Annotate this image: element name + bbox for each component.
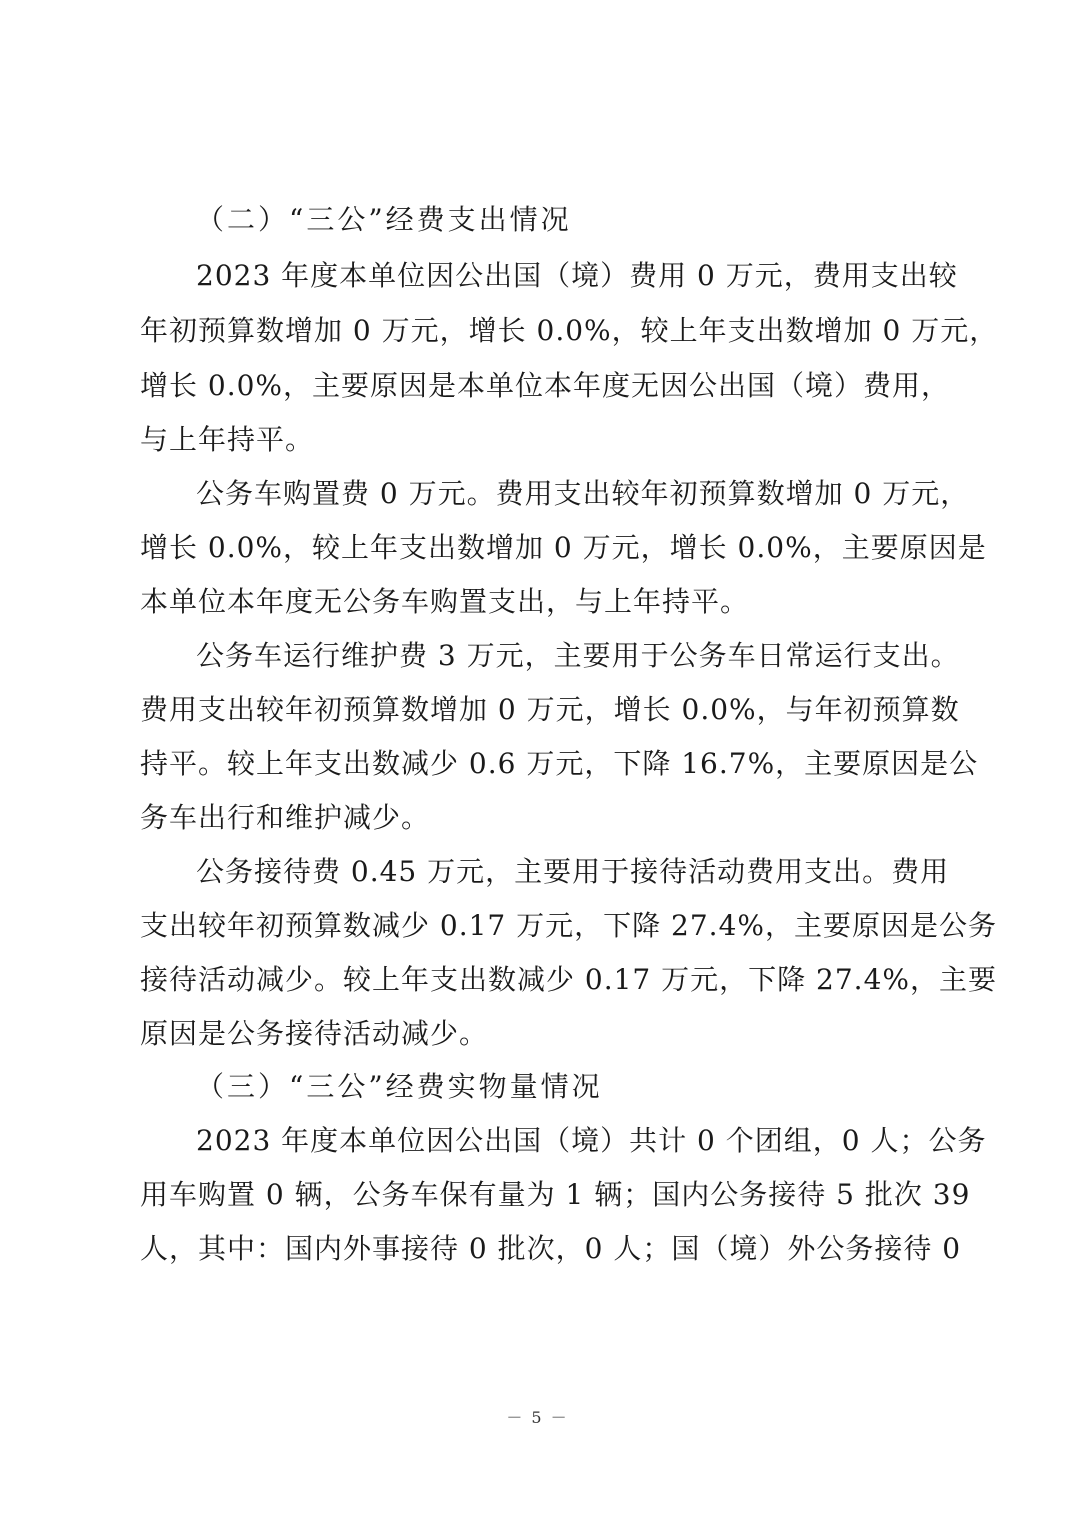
paragraph-line: 持平。较上年支出数减少 0.6 万元，下降 16.7%，主要原因是公 [140, 747, 979, 780]
paragraph-line: 公务车运行维护费 3 万元，主要用于公务车日常运行支出。 [196, 639, 960, 672]
paragraph-line: 本单位本年度无公务车购置支出，与上年持平。 [140, 585, 750, 618]
paragraph-line: 费用支出较年初预算数增加 0 万元，增长 0.0%，与年初预算数 [140, 693, 960, 726]
paragraph-line: 与上年持平。 [140, 423, 315, 456]
paragraph-line: 2023 年度本单位因公出国（境）共计 0 个团组，0 人；公务 [196, 1124, 987, 1157]
paragraph-line: 年初预算数增加 0 万元，增长 0.0%，较上年支出数增加 0 万元， [140, 314, 999, 347]
paragraph-line: 公务接待费 0.45 万元，主要用于接待活动费用支出。费用 [196, 855, 950, 888]
paragraph-line: 用车购置 0 辆，公务车保有量为 1 辆；国内公务接待 5 批次 39 [140, 1178, 971, 1211]
page-number: － 5 － [506, 1408, 569, 1427]
paragraph-line: 人，其中：国内外事接待 0 批次，0 人；国（境）外公务接待 0 [140, 1232, 962, 1265]
paragraph-line: 2023 年度本单位因公出国（境）费用 0 万元，费用支出较 [196, 259, 958, 292]
paragraph-line: 支出较年初预算数减少 0.17 万元，下降 27.4%，主要原因是公务 [140, 909, 997, 942]
paragraph-line: 增长 0.0%，较上年支出数增加 0 万元，增长 0.0%，主要原因是 [140, 531, 987, 564]
paragraph-line: 务车出行和维护减少。 [140, 801, 431, 834]
paragraph-line: 接待活动减少。较上年支出数减少 0.17 万元，下降 27.4%，主要 [140, 963, 997, 996]
section-heading-three-public-expenditure: （二）“三公”经费支出情况 [196, 203, 572, 236]
paragraph-line: 增长 0.0%，主要原因是本单位本年度无因公出国（境）费用， [140, 369, 951, 402]
section-heading-physical-quantity: （三）“三公”经费实物量情况 [196, 1070, 603, 1103]
paragraph-line: 原因是公务接待活动减少。 [140, 1017, 489, 1050]
paragraph-line: 公务车购置费 0 万元。费用支出较年初预算数增加 0 万元， [196, 477, 970, 510]
